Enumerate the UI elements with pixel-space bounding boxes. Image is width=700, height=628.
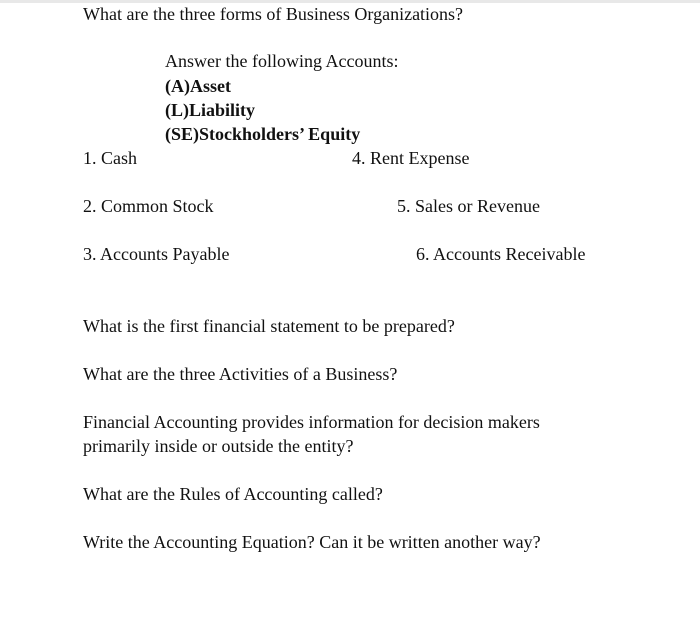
instructions-prompt: Answer the following Accounts: [165,51,399,71]
question-business-activities: What are the three Activities of a Business? [83,364,398,384]
question-first-statement: What is the first financial statement to be prepared? [83,316,455,336]
account-item-rent-expense: 4. Rent Expense [352,148,470,168]
question-accounting-equation: Write the Accounting Equation? Can it be written another way? [83,532,541,552]
account-item-accounts-receivable: 6. Accounts Receivable [416,244,586,264]
account-item-sales-revenue: 5. Sales or Revenue [397,196,540,216]
code-asset: (A)Asset [165,76,231,96]
account-item-accounts-payable: 3. Accounts Payable [83,244,230,264]
question-rules-of-accounting: What are the Rules of Accounting called? [83,484,383,504]
question-financial-accounting-line1: Financial Accounting provides information for decision makers [83,412,540,432]
code-stockholders-equity: (SE)Stockholders’ Equity [165,124,361,144]
question-financial-accounting-line2: primarily inside or outside the entity? [83,436,354,456]
code-liability: (L)Liability [165,100,256,120]
page-top-edge [0,0,700,3]
question-business-organizations: What are the three forms of Business Organizations? [83,4,464,24]
account-item-cash: 1. Cash [83,148,137,168]
account-item-common-stock: 2. Common Stock [83,196,214,216]
